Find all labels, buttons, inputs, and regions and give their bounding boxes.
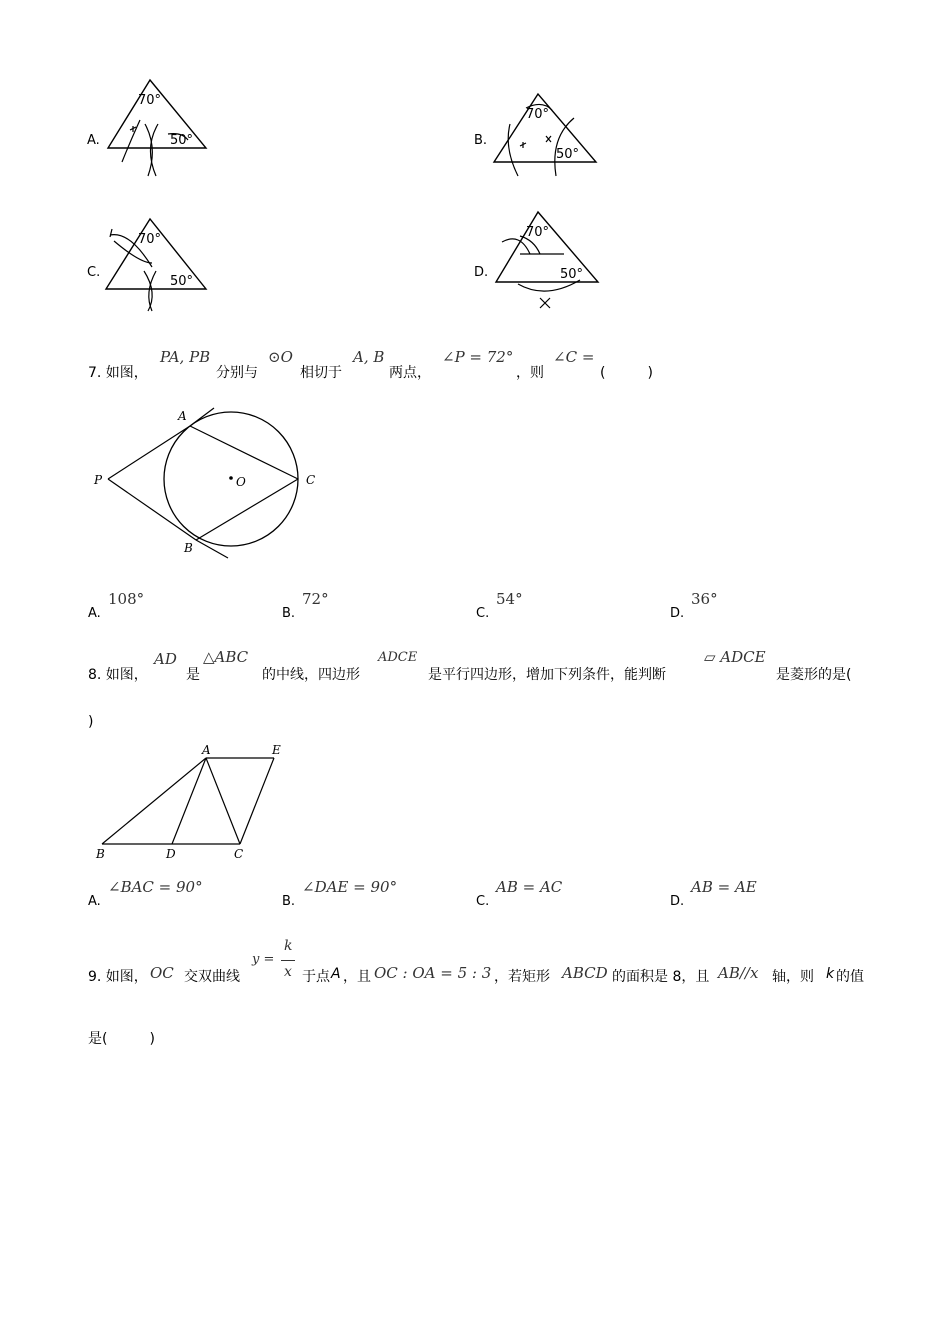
- q9-text: ，若矩形: [494, 969, 550, 985]
- angle-label-70: 70°: [526, 225, 550, 240]
- angle-label-70: 70°: [138, 93, 162, 108]
- q9-text: 的面积是 8，且: [612, 969, 710, 985]
- q8-close-paren: ): [88, 714, 94, 730]
- point-label-d: D: [166, 847, 176, 861]
- q7-math-angle-p: ∠P = 72°: [442, 348, 514, 366]
- q9-number: 9. 如图，: [88, 969, 148, 985]
- figure-6a: [100, 72, 220, 180]
- angle-label-50: 50°: [556, 147, 580, 162]
- q8-option-d-label: D.: [670, 894, 685, 909]
- q8-option-b-value: ∠DAE = 90°: [302, 878, 398, 896]
- q9-text: 交双曲线: [184, 969, 240, 985]
- q7-number: 7. 如图，: [88, 365, 148, 381]
- q8-option-c-value: AB = AC: [496, 878, 563, 896]
- q9-k: k: [826, 966, 835, 982]
- q7-option-a-value: 108°: [108, 590, 145, 608]
- angle-label-50: 50°: [170, 133, 194, 148]
- point-label-o: O: [236, 475, 246, 489]
- q7-option-c-label: C.: [476, 606, 490, 621]
- figure-6c: [100, 213, 220, 315]
- q7-math-papb: PA, PB: [160, 348, 211, 366]
- q7-option-b-value: 72°: [302, 590, 329, 608]
- q7-math-ab: A, B: [353, 348, 385, 366]
- option-label-6d: D.: [474, 265, 489, 280]
- point-label-p: P: [94, 473, 103, 487]
- q8-number: 8. 如图，: [88, 667, 148, 683]
- figure-6d: [490, 206, 610, 314]
- q7-option-b-label: B.: [282, 606, 296, 621]
- angle-label-50: 50°: [170, 274, 194, 289]
- option-label-6a: A.: [87, 133, 100, 148]
- q8-option-b-label: B.: [282, 894, 296, 909]
- q7-option-d-value: 36°: [691, 590, 718, 608]
- q9-text: 轴，则: [772, 969, 814, 985]
- q8-option-d-value: AB = AE: [691, 878, 757, 896]
- option-label-6c: C.: [87, 265, 101, 280]
- point-label-b: B: [96, 847, 105, 861]
- point-label-a: A: [178, 409, 187, 423]
- q8-math-parallelogram: ▱ ADCE: [704, 648, 766, 666]
- point-label-a: A: [202, 743, 211, 757]
- q9-math-x: x: [284, 964, 292, 980]
- q9-math-y-eq: y =: [252, 952, 275, 967]
- q9-point-a: A: [331, 966, 341, 982]
- q9-text: 的值: [836, 969, 864, 985]
- angle-label-70: 70°: [138, 232, 162, 247]
- q9-math-abcd: ABCD: [562, 964, 608, 982]
- q7-text: ，则: [516, 365, 544, 381]
- q7-option-a-label: A.: [88, 606, 101, 621]
- q8-math-ad: AD: [154, 650, 177, 668]
- q7-text: 分别与: [216, 365, 258, 381]
- q7-text: 两点，: [389, 365, 431, 381]
- q7-option-c-value: 54°: [496, 590, 523, 608]
- angle-label-50: 50°: [560, 267, 584, 282]
- point-label-c: C: [234, 847, 244, 861]
- figure-6b: [490, 88, 610, 183]
- q9-text: ，且: [343, 969, 371, 985]
- point-label-c: C: [306, 473, 316, 487]
- q8-text: 是菱形的是(: [776, 667, 852, 683]
- q7-answer-paren: ( ): [600, 365, 653, 381]
- angle-label-70: 70°: [526, 107, 550, 122]
- figure-q7: [88, 400, 338, 565]
- q9-text: 于点: [302, 969, 330, 985]
- q8-option-a-label: A.: [88, 894, 101, 909]
- q7-text: 相切于: [300, 365, 342, 381]
- q7-option-d-label: D.: [670, 606, 685, 621]
- point-label-b: B: [184, 541, 193, 555]
- q9-math-oc: OC: [150, 964, 174, 982]
- q9-math-k: k: [284, 938, 293, 954]
- center-dot: [229, 476, 233, 480]
- q9-math-ratio: OC : OA = 5 : 3: [374, 964, 492, 982]
- q8-option-c-label: C.: [476, 894, 490, 909]
- q8-math-triangle: △ABC: [203, 648, 249, 666]
- figure-q8: [92, 742, 292, 864]
- q9-answer-line: 是( ): [88, 1031, 155, 1047]
- q8-text: 是: [186, 667, 200, 683]
- q8-text: 是平行四边形，增加下列条件，能判断: [428, 667, 666, 683]
- q8-text: 的中线，四边形: [262, 667, 360, 683]
- point-label-e: E: [272, 743, 281, 757]
- q8-option-a-value: ∠BAC = 90°: [108, 878, 203, 896]
- q8-math-adce: ADCE: [378, 650, 418, 665]
- q7-math-circle: ⊙O: [268, 348, 293, 366]
- option-label-6b: B.: [474, 133, 488, 148]
- q9-math-ab-parallel-x: AB//x: [718, 964, 759, 982]
- fraction-bar: [281, 960, 295, 961]
- q7-math-angle-c: ∠C =: [553, 348, 595, 366]
